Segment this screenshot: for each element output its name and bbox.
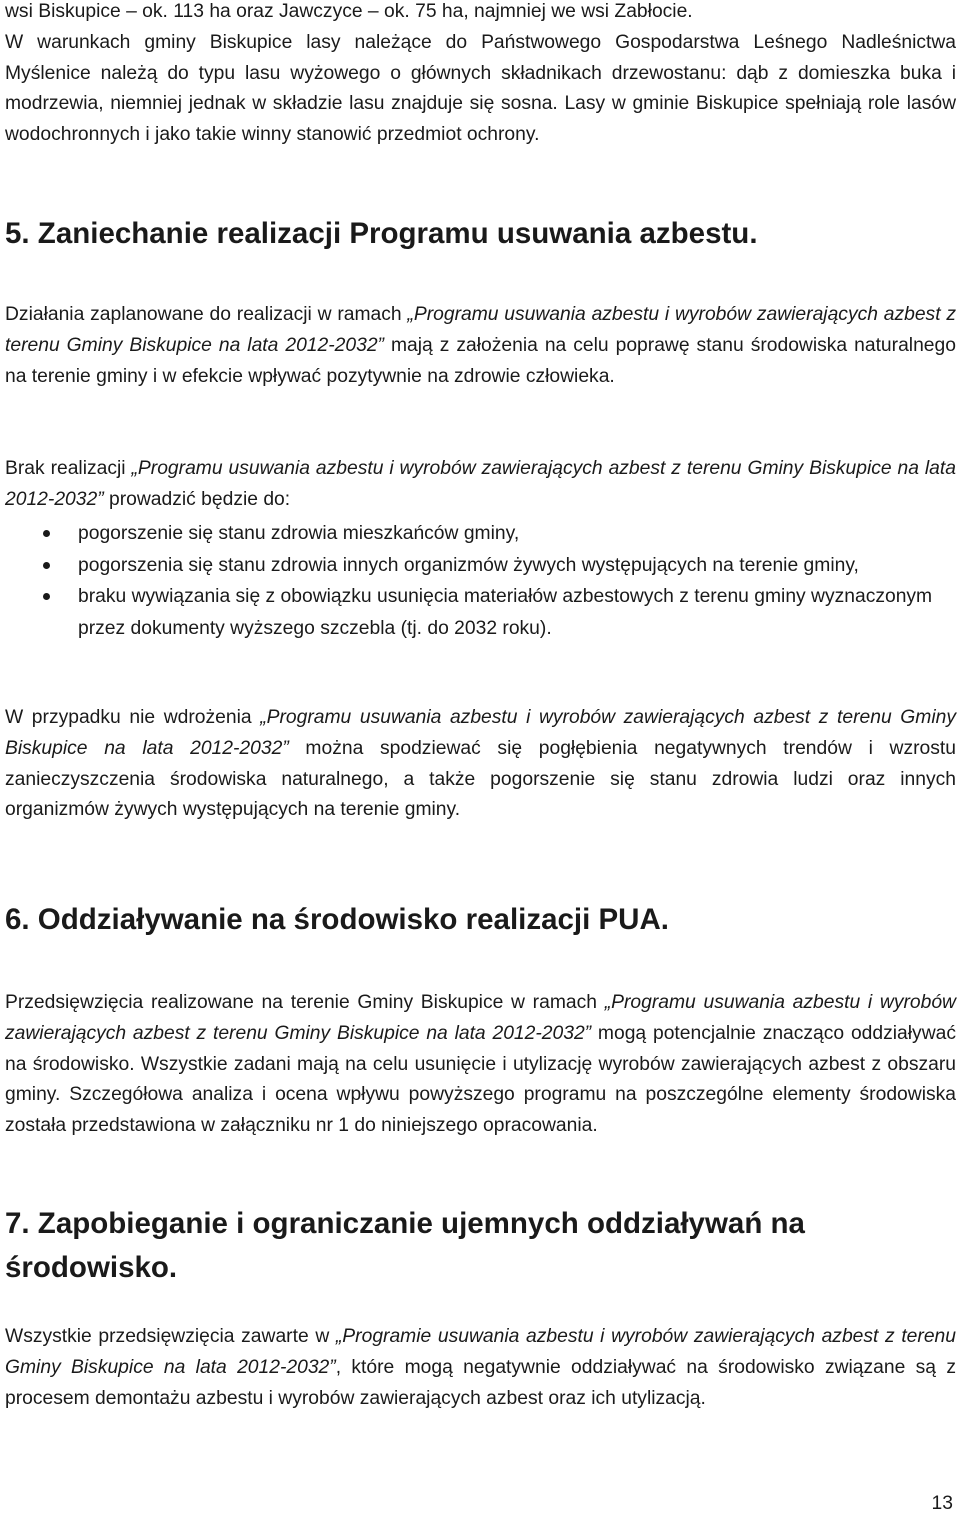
section-6-heading: 6. Oddziaływanie na środowisko realizacji PUA. [5,903,669,936]
bullet-icon [43,530,50,537]
bullet-icon [43,562,50,569]
paragraph-tail: , które mogą negatywnie oddziaływać na środowisko związane są z procesem demontażu azbestu i wyrobów zawierających azbest oraz ich utylizacją. [5,1356,956,1409]
paragraph-lead: Brak realizacji [5,458,132,479]
list-item [0,581,960,644]
paragraph-lead: Działania zaplanowane do realizacji w ramach [5,304,408,325]
paragraph-lead: W przypadku nie wdrożenia [5,707,261,728]
intro-paragraph [5,0,956,151]
section-5-paragraph-3 [5,703,956,826]
list-item-text: braku wywiązania się z obowiązku usunięcia materiałów azbestowych z terenu gminy wyznaczonym przez dokumenty wyższego szczebla (tj. do 2032 roku). [78,586,933,639]
program-title: „Programu usuwania azbestu i wyrobów zawierających azbest z terenu Gminy Biskupice na lata 2012-2032” [5,707,956,759]
list-item [0,550,960,582]
list-item [0,518,960,550]
program-title: „Programu usuwania azbestu i wyrobów zawierających azbest z terenu Gminy Biskupice na lata 2012-2032” [5,992,956,1044]
section-5-paragraph-1 [5,300,956,392]
program-title: „Programu usuwania azbestu i wyrobów zawierających azbest z terenu Gminy Biskupice na lata 2012-2032” [5,304,956,356]
paragraph-tail: prowadzić będzie do: [103,488,291,510]
bullet-icon [43,593,50,600]
paragraph-lead: Wszystkie przedsięwzięcia zawarte w [5,1326,336,1347]
consequences-list [0,518,960,644]
list-item-text: pogorszenia się stanu zdrowia innych organizmów żywych występujących na terenie gminy, [78,554,859,576]
section-5-paragraph-2 [5,454,956,516]
program-title: „Programie usuwania azbestu i wyrobów zawierających azbest z terenu Gminy Biskupice na lata 2012-2032” [5,1326,956,1378]
section-7-paragraph [5,1322,956,1414]
section-6-paragraph [5,988,956,1142]
paragraph-tail: mają z założenia na celu poprawę stanu środowiska naturalnego na terenie gminy i w efekcie wpływać pozytywnie na zdrowie człowieka. [5,334,956,387]
intro-first-line: wsi Biskupice – ok. 113 ha oraz Jawczyce – ok. 75 ha, najmniej we wsi Zabłocie. [5,1,693,22]
paragraph-tail: można spodziewać się pogłębienia negatywnych trendów i wzrostu zanieczyszczenia środowiska naturalnego, a także pogorszenie się stanu zdrowia ludzi oraz innych organizmów żywych występujących na terenie gminy. [5,737,956,821]
paragraph-tail: mogą potencjalnie znacząco oddziaływać na środowisko. Wszystkie zadani mają na celu usunięcie i utylizację wyrobów zawierających azbest z obszaru gminy. Szczegółowa analiza i ocena wpływu powyższego programu na poszczególne elementy środowiska została przedstawiona w załączniku nr 1 do niniejszego opracowania. [5,1022,956,1137]
intro-body: W warunkach gminy Biskupice lasy należące do Państwowego Gospodarstwa Leśnego Nadleśnictwa Myślenice należą do typu lasu wyżowego o głównych składnikach drzewostanu: dąb z domieszka buka i modrzewia, niemniej jednak w składzie lasu znajduje się sosna. Lasy w gminie Biskupice spełniają role lasów wodochronnych i jako takie winny stanowić przedmiot ochrony. [5,31,956,146]
section-5-heading: 5. Zaniechanie realizacji Programu usuwania azbestu. [5,217,758,250]
program-title: „Programu usuwania azbestu i wyrobów zawierających azbest z terenu Gminy Biskupice na lata 2012-2032” [5,458,956,510]
paragraph-lead: Przedsięwzięcia realizowane na terenie Gminy Biskupice w ramach [5,992,605,1013]
page-number: 13 [931,1493,953,1514]
list-item-text: pogorszenie się stanu zdrowia mieszkańców gminy, [78,523,520,544]
section-7-heading: 7. Zapobieganie i ograniczanie ujemnych oddziaływań na środowisko. [5,1207,805,1284]
